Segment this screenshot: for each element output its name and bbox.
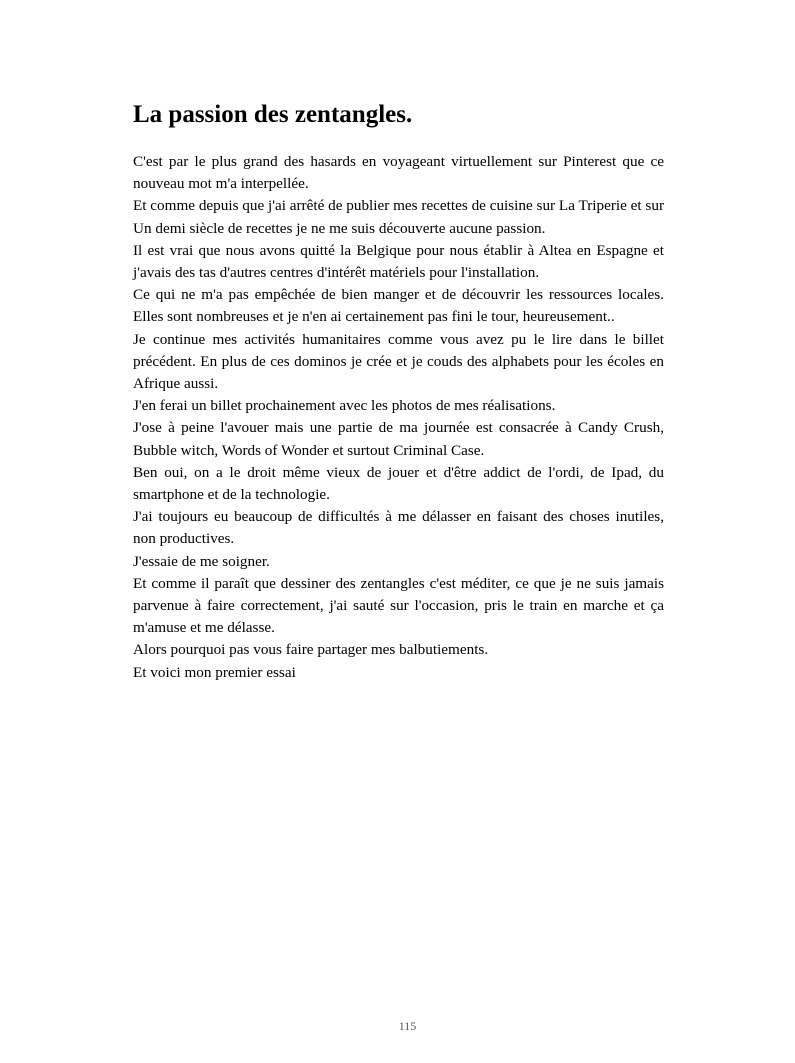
paragraph: J'essaie de me soigner. <box>133 552 270 570</box>
paragraph: J'ose à peine l'avouer mais une partie de ma journée est consacrée à Candy Crush, Bubble witch, Words of Wonder et surtout Criminal Case. <box>133 419 664 459</box>
page-title: La passion des zentangles. <box>133 101 413 128</box>
paragraph: Je continue mes activités humanitaires comme vous avez pu le lire dans le billet précédent. En plus de ces dominos je crée et je couds des alphabets pour les écoles en Afrique aussi. <box>133 330 664 393</box>
paragraph: Et comme depuis que j'ai arrêté de publier mes recettes de cuisine sur La Triperie et sur Un demi siècle de recettes je ne me suis découverte aucune passion. <box>133 197 664 237</box>
paragraph: Ben oui, on a le droit même vieux de jouer et d'être addict de l'ordi, de Ipad, du smartphone et de la technologie. <box>133 463 664 504</box>
page-number: 115 <box>398 1019 417 1033</box>
paragraph: Ce qui ne m'a pas empêchée de bien manger et de découvrir les ressources locales. Elles sont nombreuses et je n'en ai certainement pas fini le tour, heureusement.. <box>133 286 664 326</box>
paragraph: Et voici mon premier essai <box>133 663 296 681</box>
body-text <box>133 151 664 684</box>
paragraph: Il est vrai que nous avons quitté la Belgique pour nous établir à Altea en Espagne et j'avais des tas d'autres centres d'intérêt matériels pour l'installation. <box>133 241 664 282</box>
paragraph: J'en ferai un billet prochainement avec les photos de mes réalisations. <box>133 397 556 415</box>
paragraph: Et comme il paraît que dessiner des zentangles c'est méditer, ce que je ne suis jamais parvenue à faire correctement, j'ai sauté sur l'occasion, pris le train en marche et ça m'amuse et me délasse. <box>133 574 664 637</box>
paragraph: J'ai toujours eu beaucoup de difficultés à me délasser en faisant des choses inutiles, non productives. <box>133 508 664 548</box>
paragraph: Alors pourquoi pas vous faire partager mes balbutiements. <box>133 641 489 659</box>
paragraph: C'est par le plus grand des hasards en voyageant virtuellement sur Pinterest que ce nouveau mot m'a interpellée. <box>133 153 664 193</box>
